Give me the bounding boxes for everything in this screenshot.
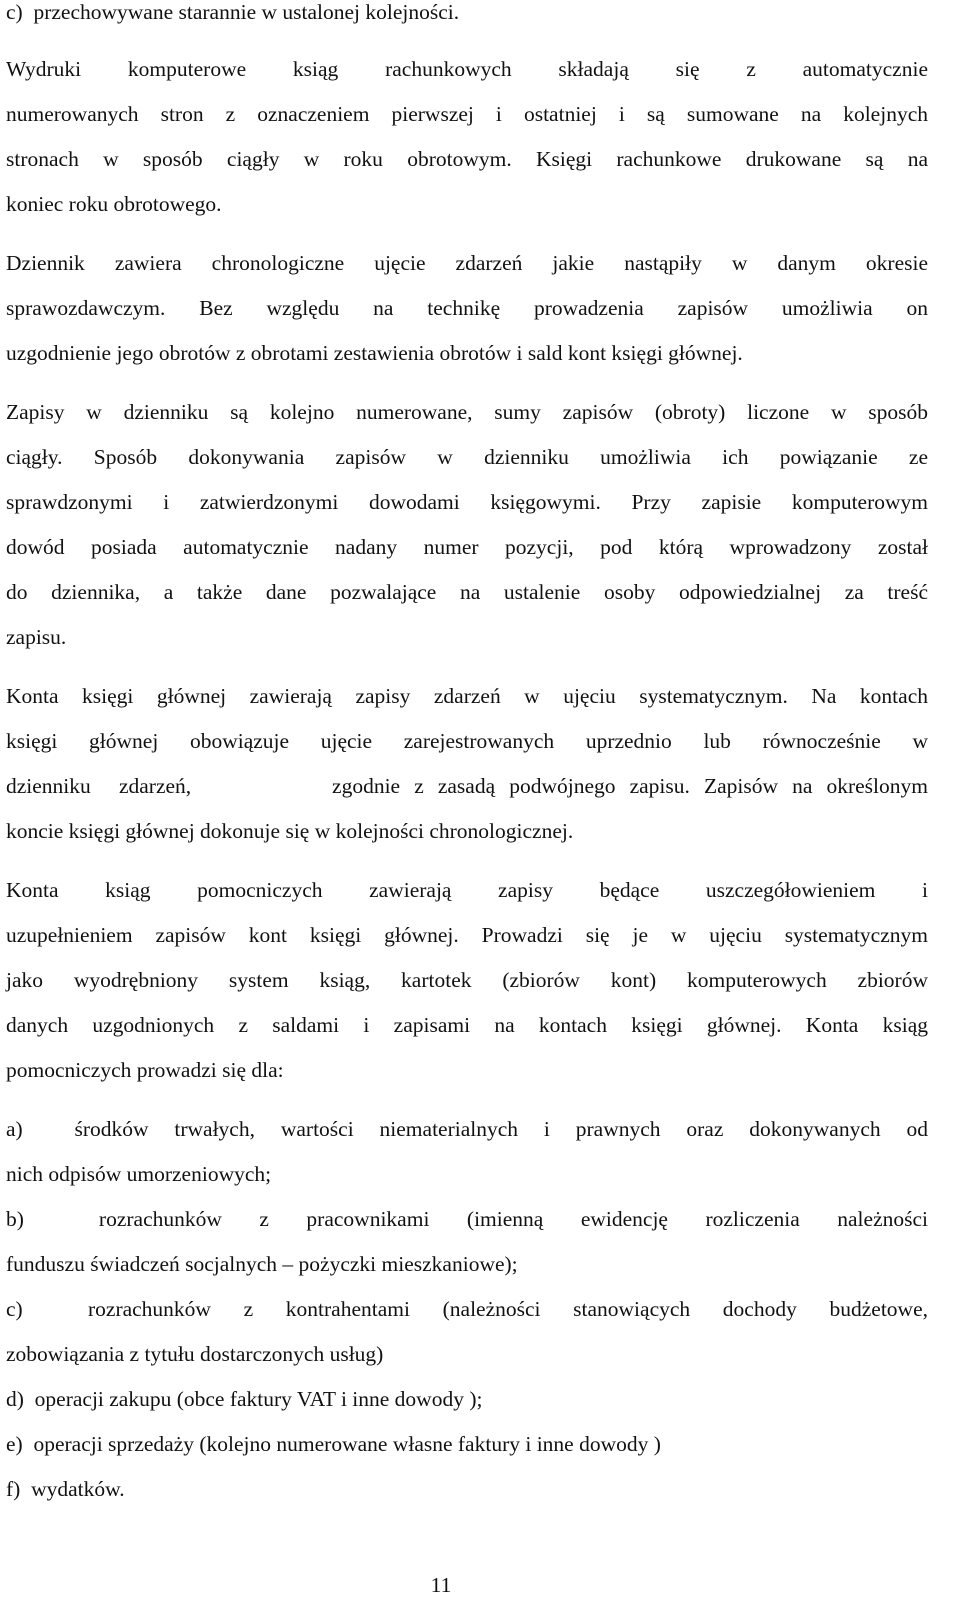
text-line: zapisu. xyxy=(6,625,67,649)
list-item-a: a) środków trwałych, wartości niematerialnych i prawnych oraz dokonywanych od xyxy=(6,1117,928,1141)
text-line: księgi głównej obowiązuje ujęcie zarejestrowanych uprzednio lub równocześnie w xyxy=(6,729,928,753)
page-number: 11 xyxy=(430,1573,452,1597)
list-item-b-cont: funduszu świadczeń socjalnych – pożyczki mieszkaniowe); xyxy=(6,1252,518,1276)
text-line: uzgodnienie jego obrotów z obrotami zestawienia obrotów i sald kont księgi głównej. xyxy=(6,341,743,365)
list-item-b: b) rozrachunków z pracownikami (imienną ewidencję rozliczenia należności xyxy=(6,1207,928,1231)
text-line: koncie księgi głównej dokonuje się w kolejności chronologicznej. xyxy=(6,819,574,843)
text-line: Konta księgi głównej zawierają zapisy zdarzeń w ujęciu systematycznym. Na kontach xyxy=(6,684,928,708)
text-line: do dziennika, a także dane pozwalające na ustalenie osoby odpowiedzialnej za treść xyxy=(6,580,928,604)
list-item-a-cont: nich odpisów umorzeniowych; xyxy=(6,1162,272,1186)
text-line: c) przechowywane starannie w ustalonej kolejności. xyxy=(6,0,460,24)
text-line: ciągły. Sposób dokonywania zapisów w dzienniku umożliwia ich powiązanie ze xyxy=(6,445,928,469)
text-line: koniec roku obrotowego. xyxy=(6,192,222,216)
list-item-e: e) operacji sprzedaży (kolejno numerowane własne faktury i inne dowody ) xyxy=(6,1432,661,1456)
text-line: uzupełnieniem zapisów kont księgi głównej. Prowadzi się je w ujęciu systematycznym xyxy=(6,923,928,947)
text-line: numerowanych stron z oznaczeniem pierwszej i ostatniej i są sumowane na kolejnych xyxy=(6,102,928,126)
text-line: pomocniczych prowadzi się dla: xyxy=(6,1058,284,1082)
text-line: sprawdzonymi i zatwierdzonymi dowodami księgowymi. Przy zapisie komputerowym xyxy=(6,490,928,514)
text-line: sprawozdawczym. Bez względu na technikę prowadzenia zapisów umożliwia on xyxy=(6,296,928,320)
text-line: dowód posiada automatycznie nadany numer pozycji, pod którą wprowadzony został xyxy=(6,535,928,559)
text-line: stronach w sposób ciągły w roku obrotowym. Księgi rachunkowe drukowane są na xyxy=(6,147,928,171)
text-line: jako wyodrębniony system ksiąg, kartotek (zbiorów kont) komputerowych zbiorów xyxy=(6,968,928,992)
list-item-c-cont: zobowiązania z tytułu dostarczonych usług) xyxy=(6,1342,384,1366)
text-line: Wydruki komputerowe ksiąg rachunkowych składają się z automatycznie xyxy=(6,57,928,81)
list-item-f: f) wydatków. xyxy=(6,1477,125,1501)
text-line: Zapisy w dzienniku są kolejno numerowane, sumy zapisów (obroty) liczone w sposób xyxy=(6,400,928,424)
text-line: dzienniku zdarzeń, zgodnie z zasadą podwójnego zapisu. Zapisów na określonym xyxy=(6,774,928,798)
text-line: Konta ksiąg pomocniczych zawierają zapisy będące uszczegółowieniem i xyxy=(6,878,928,902)
list-item-c: c) rozrachunków z kontrahentami (należności stanowiących dochody budżetowe, xyxy=(6,1297,928,1321)
list-item-d: d) operacji zakupu (obce faktury VAT i inne dowody ); xyxy=(6,1387,483,1411)
text-line: danych uzgodnionych z saldami i zapisami na kontach księgi głównej. Konta ksiąg xyxy=(6,1013,928,1037)
text-line: Dziennik zawiera chronologiczne ujęcie zdarzeń jakie nastąpiły w danym okresie xyxy=(6,251,928,275)
